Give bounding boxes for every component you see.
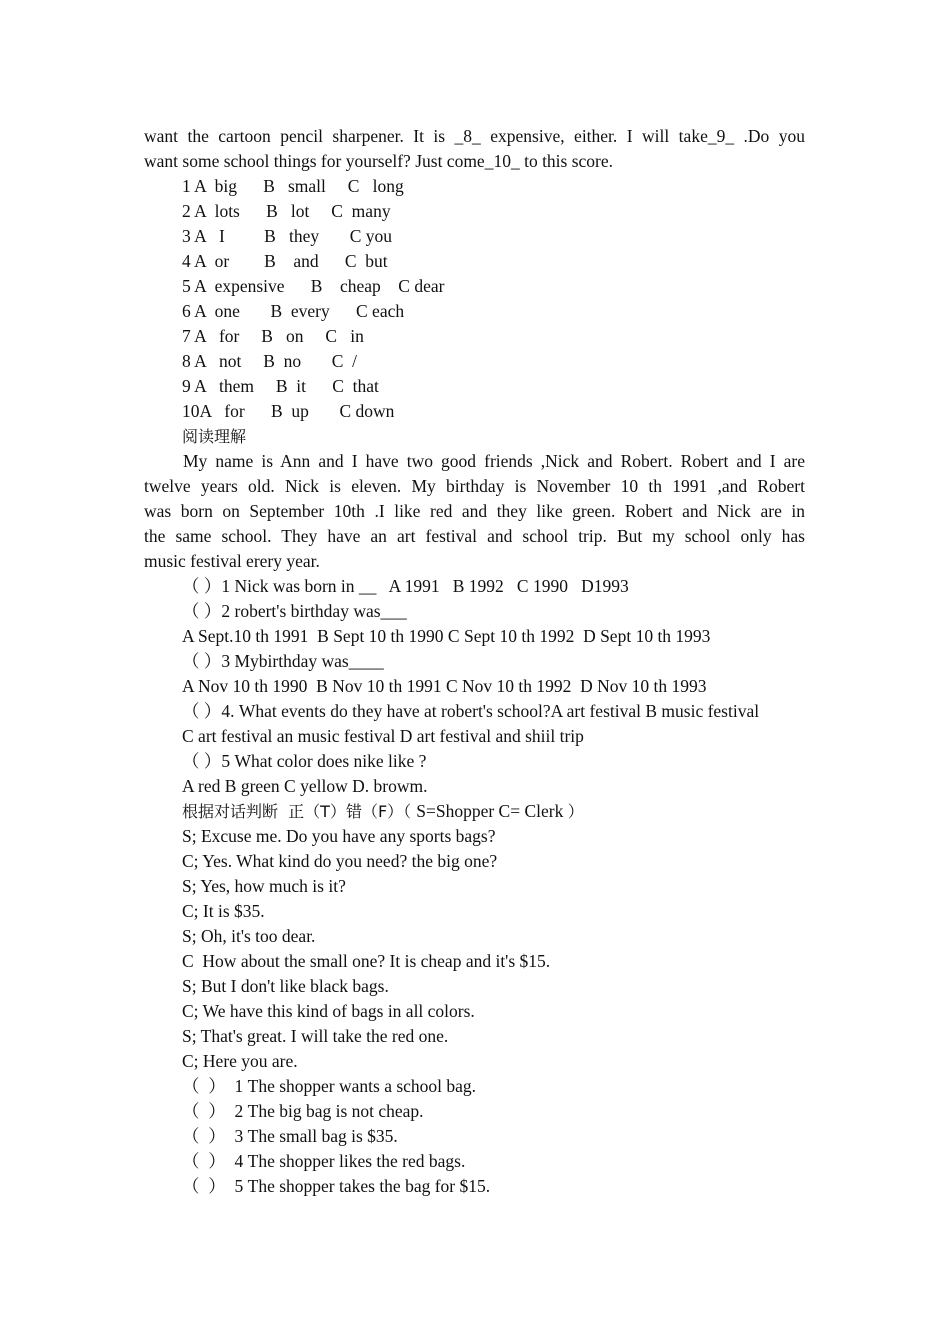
passage-line-2: twelve years old. Nick is eleven. My birthday is November 10 th 1991 ,and Robert <box>144 476 805 496</box>
dialogue-line-6: C How about the small one? It is cheap and it's $15. <box>182 951 551 971</box>
reading-heading: 阅读理解 <box>182 427 247 446</box>
cloze-option-3: 3 A I B they C you <box>182 226 393 246</box>
cloze-option-4: 4 A or B and C but <box>182 251 388 271</box>
reading-question-5: （ ）5 What color does nike like ? <box>182 751 427 771</box>
dialogue-line-1: S; Excuse me. Do you have any sports bags? <box>182 826 496 846</box>
dialogue-line-4: C; It is $35. <box>182 901 265 921</box>
dialogue-line-9: S; That's great. I will take the red one. <box>182 1026 449 1046</box>
passage-line-5: music festival erery year. <box>144 551 320 571</box>
reading-question-4-options: C art festival an music festival D art festival and shiil trip <box>182 726 584 746</box>
cloze-option-9: 9 A them B it C that <box>182 376 379 396</box>
reading-question-1: （ ）1 Nick was born in __ A 1991 B 1992 C 1990 D1993 <box>182 576 629 596</box>
dialogue-heading <box>182 799 584 824</box>
passage-line-3: was born on September 10th .I like red and they like green. Robert and Nick are in <box>144 501 805 521</box>
dialogue-line-5: S; Oh, it's too dear. <box>182 926 316 946</box>
cloze-intro-line-1: want the cartoon pencil sharpener. It is _8_ expensive, either. I will take_9_ .Do you <box>144 126 805 146</box>
passage-line-4: the same school. They have an art festival and school trip. But my school only has <box>144 526 805 546</box>
cloze-option-10: 10A for B up C down <box>182 401 395 421</box>
cloze-option-7: 7 A for B on C in <box>182 326 364 346</box>
cloze-intro-line-2: want some school things for yourself? Just come_10_ to this score. <box>144 151 614 171</box>
reading-question-5-options: A red B green C yellow D. browm. <box>182 776 428 796</box>
reading-question-4: （ ）4. What events do they have at robert's school?A art festival B music festival <box>182 701 760 721</box>
dialogue-line-8: C; We have this kind of bags in all colors. <box>182 1001 475 1021</box>
dialogue-line-10: C; Here you are. <box>182 1051 298 1071</box>
reading-question-2-options: A Sept.10 th 1991 B Sept 10 th 1990 C Sept 10 th 1992 D Sept 10 th 1993 <box>182 626 711 646</box>
cloze-option-2: 2 A lots B lot C many <box>182 201 391 221</box>
reading-question-3-options: A Nov 10 th 1990 B Nov 10 th 1991 C Nov 10 th 1992 D Nov 10 th 1993 <box>182 676 707 696</box>
cloze-option-8: 8 A not B no C / <box>182 351 358 371</box>
judgment-5: （ ） 5 The shopper takes the bag for $15. <box>182 1176 491 1196</box>
cloze-option-5: 5 A expensive B cheap C dear <box>182 276 445 296</box>
dialogue-line-3: S; Yes, how much is it? <box>182 876 346 896</box>
judgment-2: （ ） 2 The big bag is not cheap. <box>182 1101 424 1121</box>
dialogue-line-7: S; But I don't like black bags. <box>182 976 389 996</box>
cloze-option-1: 1 A big B small C long <box>182 176 404 196</box>
dialogue-heading-key: S=Shopper C= Clerk <box>416 801 568 821</box>
dialogue-line-2: C; Yes. What kind do you need? the big one? <box>182 851 498 871</box>
judgment-4: （ ） 4 The shopper likes the red bags. <box>182 1151 466 1171</box>
judgment-1: （ ） 1 The shopper wants a school bag. <box>182 1076 477 1096</box>
reading-question-3: （ ）3 Mybirthday was____ <box>182 651 384 671</box>
dialogue-heading-close: ） <box>567 802 584 821</box>
passage-line-1: My name is Ann and I have two good friends ,Nick and Robert. Robert and I are <box>183 451 805 471</box>
dialogue-heading-cn: 根据对话判断 正（T）错（F）（ <box>182 802 417 821</box>
reading-question-2: （ ）2 robert's birthday was___ <box>182 601 407 621</box>
cloze-option-6: 6 A one B every C each <box>182 301 405 321</box>
judgment-3: （ ） 3 The small bag is $35. <box>182 1126 398 1146</box>
